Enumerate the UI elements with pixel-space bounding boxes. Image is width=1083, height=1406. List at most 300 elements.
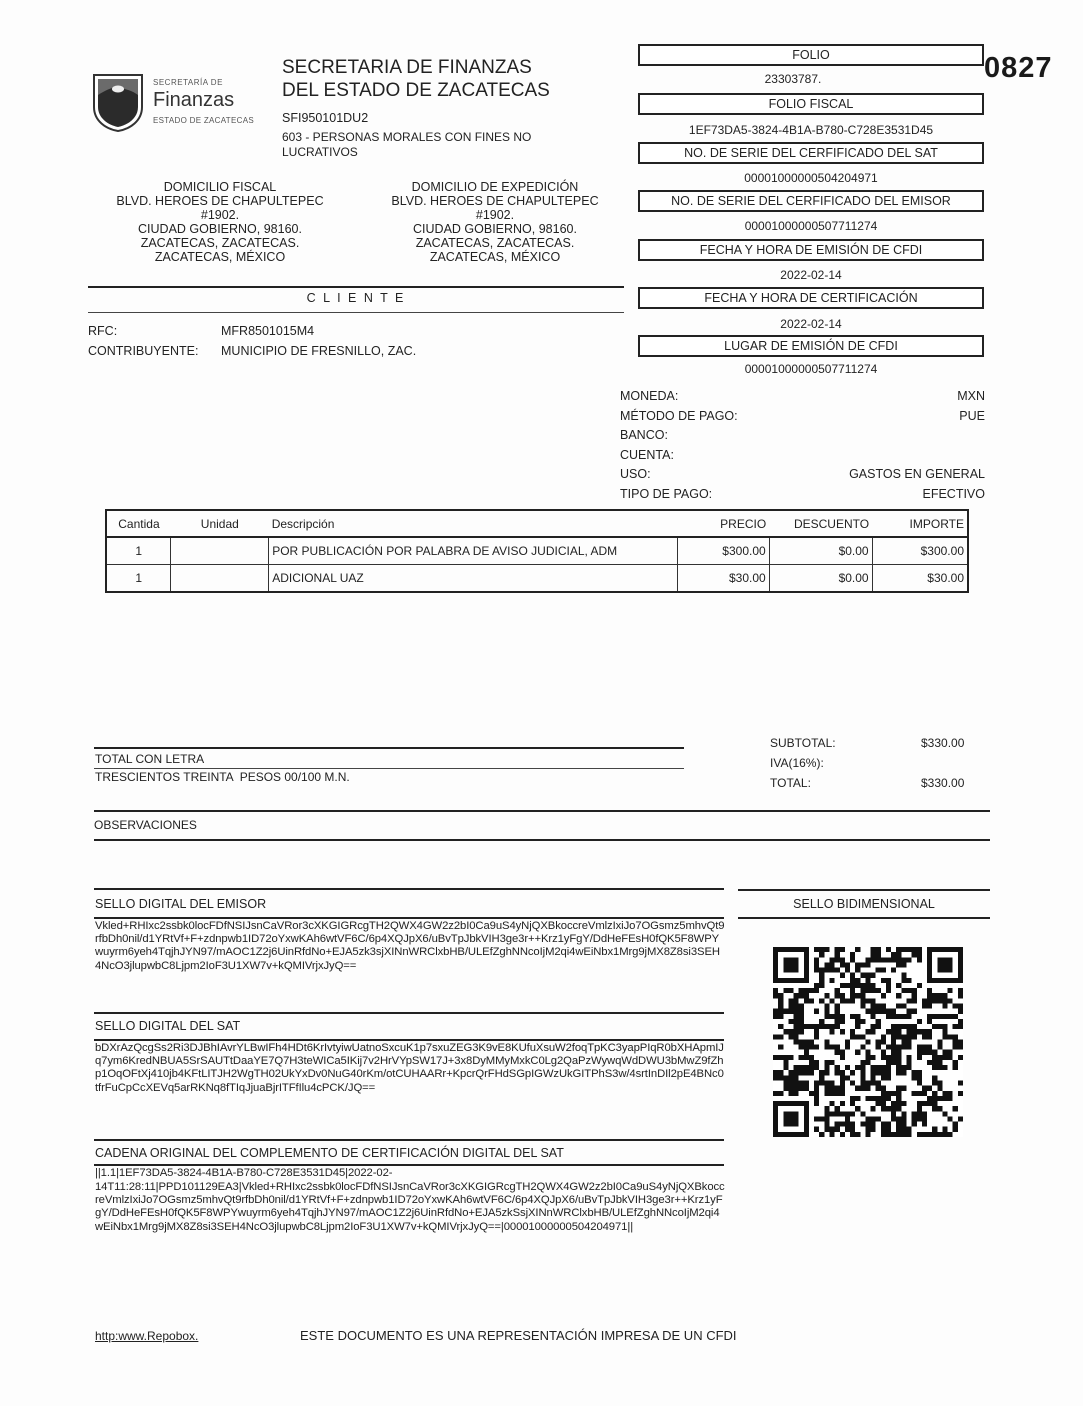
qr-module (917, 1045, 922, 1050)
qr-module (819, 1081, 824, 1086)
qr-module (865, 962, 870, 967)
qr-module (809, 1024, 814, 1029)
qr-module (819, 1132, 824, 1137)
qr-module (829, 1127, 834, 1132)
qr-module (896, 962, 901, 967)
qr-module (932, 1050, 937, 1055)
observaciones-top-rule (94, 810, 990, 812)
qr-module (829, 1045, 834, 1050)
qr-module (948, 1116, 953, 1121)
domicilio-fiscal-line: #1902. (200, 208, 240, 222)
qr-module (881, 1127, 886, 1132)
qr-module (794, 1034, 799, 1039)
qr-module (953, 1060, 958, 1065)
qr-module (942, 1014, 947, 1019)
qr-module (876, 1065, 881, 1070)
qr-module (958, 1024, 963, 1029)
logo-text-top: SECRETARÍA DE (153, 78, 223, 87)
qr-module (907, 1055, 912, 1060)
total-letra-label: TOTAL CON LETRA (95, 752, 205, 766)
qr-module (876, 1116, 881, 1121)
qr-module (896, 1024, 901, 1029)
qr-module (773, 1055, 778, 1060)
qr-module (881, 1009, 886, 1014)
qr-module (845, 1075, 850, 1080)
qr-module (932, 1081, 937, 1086)
qr-module (799, 1024, 804, 1029)
serie-emisor-value: 00001000000507711274 (744, 219, 878, 233)
qr-module (891, 1111, 896, 1116)
qr-module (881, 1070, 886, 1075)
cadena-top-rule (94, 1139, 724, 1141)
cell-cantidad: 1 (106, 537, 171, 565)
qr-module (799, 1081, 804, 1086)
qr-module (778, 1091, 783, 1096)
qr-module (773, 1034, 778, 1039)
qr-module (773, 988, 778, 993)
qr-module (824, 1127, 829, 1132)
qr-module (794, 1075, 799, 1080)
cadena-text-line1: ||1.1|1EF73DA5-3824-4B1A-B780-C728E3531D45|2022-02- (95, 1167, 393, 1179)
qr-module (850, 993, 855, 998)
qr-module (917, 1111, 922, 1116)
qr-module (886, 1014, 891, 1019)
qr-module (907, 1034, 912, 1039)
qr-module (901, 1003, 906, 1008)
qr-module (907, 998, 912, 1003)
qr-module (840, 947, 845, 952)
qr-module (804, 1081, 809, 1086)
cuenta-label: CUENTA: (620, 447, 674, 462)
qr-module (876, 1086, 881, 1091)
qr-module (927, 1086, 932, 1091)
qr-module (835, 1086, 840, 1091)
qr-module (871, 973, 876, 978)
sello-bidimensional-top-rule (738, 889, 990, 891)
total-value: $330.00 (921, 776, 965, 790)
qr-module (783, 1055, 788, 1060)
qr-module (886, 978, 891, 983)
qr-module (953, 1039, 958, 1044)
sello-sat-top-rule (94, 1012, 724, 1014)
qr-module (953, 1122, 958, 1127)
qr-module (855, 962, 860, 967)
sello-bidimensional-title: SELLO BIDIMENSIONAL (793, 897, 935, 911)
qr-module (958, 1045, 963, 1050)
qr-module (896, 1070, 901, 1075)
qr-module (896, 1106, 901, 1111)
folio-value: 23303787. (764, 72, 822, 86)
sello-emisor-top-rule (94, 888, 724, 890)
qr-module (850, 983, 855, 988)
observaciones-bottom-rule (94, 839, 990, 841)
qr-module (845, 998, 850, 1003)
qr-module (804, 1039, 809, 1044)
qr-module (881, 1091, 886, 1096)
qr-module (901, 1024, 906, 1029)
qr-module (819, 1019, 824, 1024)
serie-emisor-label: NO. DE SERIE DEL CERFIFICADO DEL EMISOR (638, 190, 984, 212)
qr-module (809, 1039, 814, 1044)
items-table (105, 509, 969, 593)
qr-module (886, 1029, 891, 1034)
qr-module (865, 1127, 870, 1132)
qr-module (865, 1086, 870, 1091)
qr-module (876, 957, 881, 962)
qr-module (788, 1086, 793, 1091)
qr-module (824, 1081, 829, 1086)
header-unidad: Unidad (171, 510, 269, 537)
qr-module (799, 1014, 804, 1019)
qr-module (891, 1009, 896, 1014)
qr-module (865, 988, 870, 993)
qr-module (840, 1070, 845, 1075)
qr-module (845, 1045, 850, 1050)
qr-module (912, 947, 917, 952)
qr-module (927, 1101, 932, 1106)
qr-module (850, 1070, 855, 1075)
qr-module (829, 1081, 834, 1086)
qr-module (855, 1106, 860, 1111)
qr-module (948, 998, 953, 1003)
qr-module (881, 1075, 886, 1080)
qr-module (907, 1029, 912, 1034)
moneda-label: MONEDA: (620, 389, 679, 403)
qr-module (901, 973, 906, 978)
qr-module (922, 1029, 927, 1034)
cliente-bottom-rule (88, 312, 624, 313)
qr-module (948, 1091, 953, 1096)
sello-sat-mid-rule (94, 1039, 724, 1041)
qr-module (865, 973, 870, 978)
qr-module (865, 1081, 870, 1086)
qr-module (824, 968, 829, 973)
qr-module (896, 1132, 901, 1137)
cell-cantidad: 1 (106, 565, 171, 593)
qr-module (886, 957, 891, 962)
qr-module (835, 1050, 840, 1055)
qr-module (835, 1019, 840, 1024)
qr-module (773, 1070, 778, 1075)
qr-module (845, 1122, 850, 1127)
qr-module (901, 962, 906, 967)
cell-descuento: $0.00 (769, 537, 872, 565)
qr-module (804, 1050, 809, 1055)
qr-module (860, 962, 865, 967)
qr-module (937, 1106, 942, 1111)
qr-module (850, 1101, 855, 1106)
qr-module (865, 983, 870, 988)
qr-module (799, 1039, 804, 1044)
serie-sat-value: 00001000000504204971 (744, 171, 878, 185)
qr-module (850, 1122, 855, 1127)
qr-module (819, 1116, 824, 1121)
qr-module (917, 1081, 922, 1086)
qr-module (922, 998, 927, 1003)
qr-module (922, 1122, 927, 1127)
qr-module (901, 1127, 906, 1132)
qr-module (917, 1019, 922, 1024)
qr-module (799, 1003, 804, 1008)
qr-module (958, 1116, 963, 1121)
qr-module (953, 1024, 958, 1029)
qr-module (824, 1065, 829, 1070)
qr-module (891, 968, 896, 973)
qr-module (850, 1029, 855, 1034)
qr-module (886, 1127, 891, 1132)
qr-module (824, 1091, 829, 1096)
cell-unidad (171, 537, 269, 565)
qr-module (922, 1045, 927, 1050)
footer-note: ESTE DOCUMENTO ES UNA REPRESENTACIÓN IMPRESA DE UN CFDI (300, 1328, 737, 1343)
qr-module (937, 1024, 942, 1029)
qr-module (907, 1045, 912, 1050)
qr-module (865, 1132, 870, 1137)
cell-importe: $30.00 (872, 565, 968, 593)
qr-module (937, 1096, 942, 1101)
qr-module (886, 1045, 891, 1050)
qr-module (835, 1024, 840, 1029)
moneda-value: MXN (957, 389, 985, 403)
qr-module (840, 1086, 845, 1091)
total-label: TOTAL: (770, 776, 811, 790)
qr-module (850, 988, 855, 993)
qr-module (783, 1075, 788, 1080)
qr-module (932, 1024, 937, 1029)
qr-module (824, 947, 829, 952)
qr-module (896, 1034, 901, 1039)
qr-module (942, 1034, 947, 1039)
qr-module (901, 1101, 906, 1106)
qr-module (891, 1132, 896, 1137)
domicilio-expedicion-title: DOMICILIO DE EXPEDICIÓN (411, 180, 579, 194)
qr-module (845, 1111, 850, 1116)
qr-module (840, 957, 845, 962)
qr-module (835, 988, 840, 993)
total-letra-top-rule (94, 747, 684, 749)
stamp-number: 0827 (984, 52, 1053, 84)
domicilio-fiscal-line: ZACATECAS, MÉXICO (154, 250, 286, 264)
qr-module (788, 988, 793, 993)
qr-module (855, 993, 860, 998)
qr-module (850, 1132, 855, 1137)
footer-link[interactable]: http:www.Repobox. (95, 1329, 199, 1343)
qr-module (794, 1070, 799, 1075)
qr-module (814, 1024, 819, 1029)
qr-module (881, 1096, 886, 1101)
qr-module (845, 983, 850, 988)
cell-precio: $30.00 (677, 565, 769, 593)
domicilio-expedicion-line: CIUDAD GOBIERNO, 98160. (413, 222, 577, 236)
qr-module (896, 993, 901, 998)
metodo-label: MÉTODO DE PAGO: (620, 408, 738, 423)
qr-module (871, 957, 876, 962)
qr-module (891, 1039, 896, 1044)
qr-module (860, 1081, 865, 1086)
folio-label: FOLIO (638, 44, 984, 66)
qr-module (809, 1055, 814, 1060)
qr-module (865, 1060, 870, 1065)
qr-module (865, 1050, 870, 1055)
sello-emisor-text: Vkled+RHIxc2ssbk0locFDfNSIJsnCaVRor3cXKGIGRcgTH2QWX4GW2z2bI0Ca9uS4yNjQXBkoccreVmlzIxiJo7OGsmz5mhvQt9rfbDh0nil/d1YRtVf+F+zdnpwb1ID72oYxwKAh6wtVF6C/6p4XQJpX6/uBvTpJbkVIH3ge3r++Krz1yFgY/DdHeFEsH0fQK5F8WPYwuyrm6yeh4TqjhJYN97/mAOC1Z2j6UinRfdNo+EJA5zk3sjXINnWRClxbHB/ULEfZghNNcoIjM2qi4wEiNbx1Mrg9jMX8Z8si3SEH4NcO3jlupwbC8Ljpm2IoF3U1XW7v+kQMIVrjxJyQ== (95, 920, 725, 972)
qr-module (932, 993, 937, 998)
qr-module (845, 968, 850, 973)
qr-module (901, 1070, 906, 1075)
qr-module (814, 1034, 819, 1039)
sello-sat-title: SELLO DIGITAL DEL SAT (95, 1019, 241, 1033)
qr-module (881, 993, 886, 998)
qr-module (865, 1096, 870, 1101)
qr-module (778, 1003, 783, 1008)
qr-module (871, 1075, 876, 1080)
qr-module (799, 1065, 804, 1070)
subtotal-value: $330.00 (921, 736, 965, 750)
qr-module (855, 983, 860, 988)
emisor-title-line1: SECRETARIA DE FINANZAS (282, 57, 532, 78)
qr-module (891, 1034, 896, 1039)
qr-module (829, 1132, 834, 1137)
qr-module (901, 947, 906, 952)
header-importe: IMPORTE (872, 510, 968, 537)
qr-module (917, 1055, 922, 1060)
qr-module (860, 1086, 865, 1091)
qr-module (794, 1009, 799, 1014)
table-row (106, 565, 968, 593)
qr-module (799, 1019, 804, 1024)
qr-module (932, 1075, 937, 1080)
qr-module (829, 1029, 834, 1034)
qr-module (876, 1024, 881, 1029)
qr-module (881, 1101, 886, 1106)
qr-module (927, 1060, 932, 1065)
qr-module (907, 978, 912, 983)
qr-module (799, 993, 804, 998)
qr-module (835, 1091, 840, 1096)
qr-module (953, 1003, 958, 1008)
qr-module (937, 1081, 942, 1086)
qr-module (942, 1091, 947, 1096)
qr-module (850, 1014, 855, 1019)
qr-module (778, 1070, 783, 1075)
pago-row-cuenta (620, 448, 985, 468)
cell-precio: $300.00 (677, 537, 769, 565)
qr-module (865, 1009, 870, 1014)
observaciones-label: OBSERVACIONES (94, 818, 197, 832)
qr-module (871, 1096, 876, 1101)
qr-module (958, 1039, 963, 1044)
qr-module (778, 1024, 783, 1029)
fecha-certificacion-value: 2022-02-14 (780, 317, 842, 331)
qr-module (855, 1065, 860, 1070)
qr-module (835, 993, 840, 998)
cliente-rfc: MFR8501015M4 (221, 324, 315, 338)
qr-module (886, 1065, 891, 1070)
qr-module (937, 1086, 942, 1091)
header-descripcion: Descripción (269, 510, 678, 537)
qr-module (896, 1122, 901, 1127)
qr-module (840, 1029, 845, 1034)
qr-module (912, 1034, 917, 1039)
qr-module (783, 1029, 788, 1034)
qr-module (788, 1070, 793, 1075)
qr-module (824, 1060, 829, 1065)
qr-module (912, 1091, 917, 1096)
qr-module (937, 1039, 942, 1044)
qr-module (794, 993, 799, 998)
qr-module (860, 1045, 865, 1050)
sello-emisor-mid-rule (94, 917, 724, 919)
cliente-section-title: C L I E N T E (306, 291, 406, 305)
logo-text-bottom: ESTADO DE ZACATECAS (153, 116, 254, 125)
cliente-contribuyente: MUNICIPIO DE FRESNILLO, ZAC. (221, 344, 417, 358)
qr-module (881, 1065, 886, 1070)
lugar-emision-label: LUGAR DE EMISIÓN DE CFDI (638, 335, 984, 357)
qr-module (819, 947, 824, 952)
qr-module (788, 1003, 793, 1008)
qr-module (804, 993, 809, 998)
qr-module (917, 1050, 922, 1055)
qr-module (819, 1024, 824, 1029)
qr-module (937, 1060, 942, 1065)
qr-module (871, 947, 876, 952)
total-letra-mid-rule (94, 768, 684, 769)
qr-module (927, 988, 932, 993)
domicilio-expedicion-line: ZACATECAS, MÉXICO (429, 250, 561, 264)
qr-module (896, 1127, 901, 1132)
qr-module (932, 998, 937, 1003)
iva-label: IVA(16%): (770, 756, 824, 770)
emisor-title-line2: DEL ESTADO DE ZACATECAS (282, 80, 550, 101)
qr-module (804, 1070, 809, 1075)
qr-module (804, 988, 809, 993)
qr-module (927, 998, 932, 1003)
qr-module (922, 1132, 927, 1137)
qr-module (907, 1039, 912, 1044)
qr-module (871, 1065, 876, 1070)
qr-module (958, 1055, 963, 1060)
qr-module (896, 1045, 901, 1050)
qr-module (855, 1014, 860, 1019)
qr-module (865, 1055, 870, 1060)
qr-module (907, 1060, 912, 1065)
qr-module (896, 1096, 901, 1101)
qr-module (942, 1024, 947, 1029)
qr-module (778, 1075, 783, 1080)
qr-module (896, 1003, 901, 1008)
qr-module (886, 1070, 891, 1075)
qr-module (942, 998, 947, 1003)
qr-module (804, 1086, 809, 1091)
qr-module (783, 1065, 788, 1070)
qr-module (773, 1014, 778, 1019)
qr-module (855, 947, 860, 952)
qr-module (783, 1060, 788, 1065)
qr-module (891, 1106, 896, 1111)
cell-importe: $300.00 (872, 537, 968, 565)
qr-module (948, 1050, 953, 1055)
qr-module (829, 998, 834, 1003)
qr-module (871, 952, 876, 957)
qr-module (845, 1065, 850, 1070)
qr-module (922, 1111, 927, 1116)
qr-module (799, 1086, 804, 1091)
qr-module (927, 1045, 932, 1050)
qr-module (860, 1003, 865, 1008)
qr-module (922, 1086, 927, 1091)
qr-module (855, 1096, 860, 1101)
qr-module (886, 1106, 891, 1111)
qr-module (850, 978, 855, 983)
